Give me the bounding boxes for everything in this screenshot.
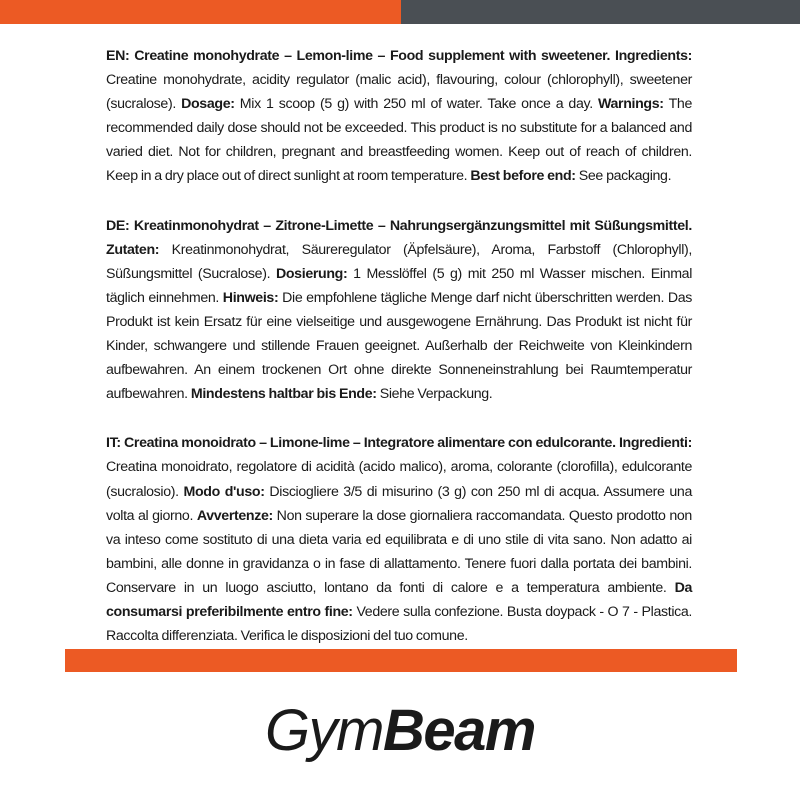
bold-heading-text: Warnings: (597, 96, 664, 113)
bold-heading-text: DE: Kreatinmonohydrat – Zitrone-Limette – Nahrungsergänzungsmittel mit Süßungsmittel. Zutaten: (106, 217, 692, 258)
body-text: Non superare la dose giornaliera raccomandata. Questo prodotto non va inteso come sostituto di una dieta varia ed equilibrata e di uno stile di vita sano. Non adatto ai bambini, alle donne in gravidanza o in fase di allattamento. Tenere fuori dalla portata dei bambini. Conservare in un luogo asciutto, lontano da fonti di calore e a temperatura ambiente. (106, 507, 692, 596)
body-text: 1 Messlöffel (5 g) mit 250 ml Wasser mischen. Einmal täglich einnehmen. (106, 265, 692, 306)
top-bar-orange-segment (0, 0, 401, 24)
bold-heading-text: Dosierung: (275, 265, 348, 282)
bold-heading-text: Modo d'uso: (183, 483, 265, 500)
body-text: Disciogliere 3/5 di misurino (3 g) con 250 ml di acqua. Assumere una volta al giorno. (106, 483, 692, 524)
body-text: Creatine monohydrate, acidity regulator (malic acid), flavouring, colour (chlorophyll), sweetener (sucralose). (106, 72, 692, 113)
top-bar-gray-segment (401, 0, 800, 24)
logo-gym-text: Gym (265, 698, 383, 763)
body-text: The recommended daily dose should not be exceeded. This product is no substitute for a balanced and varied diet. Not for children, pregnant and breastfeeding women. Keep out of reach of children. Keep in a dry place out of direct sunlight at room temperature. (106, 96, 692, 185)
gymbeam-logo (0, 696, 800, 766)
body-text: Creatina monoidrato, regolatore di acidità (acido malico), aroma, colorante (clorofilla), edulcorante (sucralosio). (106, 459, 692, 500)
label-text-block (106, 44, 692, 673)
paragraph-it (106, 431, 692, 648)
bold-heading-text: IT: Creatina monoidrato – Limone-lime – Integratore alimentare con edulcorante. Ingredienti: (106, 435, 692, 452)
bold-heading-text: Dosage: (181, 96, 235, 113)
paragraph-de (106, 214, 692, 407)
bottom-accent-bar (65, 649, 737, 672)
bold-heading-text: Hinweis: (222, 289, 279, 306)
paragraph-en (106, 44, 692, 189)
body-text: Die empfohlene tägliche Menge darf nicht überschritten werden. Das Produkt ist kein Ersatz für eine vielseitige und ausgewogene Ernährung. Das Produkt ist nicht für Kinder, schwangere und stillende Frauen geeignet. Außerhalb der Reichweite von Kleinkindern aufbewahren. An einem trockenen Ort ohne direkte Sonneneinstrahlung bei Raumtemperatur aufbewahren. (106, 289, 693, 403)
top-color-bar (0, 0, 800, 24)
bold-heading-text: Da consumarsi preferibilmente entro fine: (106, 579, 692, 620)
body-text: Kreatinmonohydrat, Säureregulator (Äpfelsäure), Aroma, Farbstoff (Chlorophyll), Süßungsmittel (Sucralose). (106, 241, 692, 282)
bold-heading-text: Best before end: (470, 168, 576, 185)
body-text: See packaging. (575, 168, 672, 185)
bold-heading-text: EN: Creatine monohydrate – Lemon-lime – Food supplement with sweetener. Ingredients: (106, 48, 692, 64)
body-text: Vedere sulla confezione. Busta doypack - O 7 - Plastica. Raccolta differenziata. Verifica le disposizioni del tuo comune. (106, 603, 693, 645)
logo-beam-text: Beam (382, 698, 535, 763)
body-text: Siehe Verpackung. (376, 386, 493, 403)
bold-heading-text: Avvertenze: (196, 507, 273, 524)
bold-heading-text: Mindestens haltbar bis Ende: (190, 386, 377, 403)
body-text: Mix 1 scoop (5 g) with 250 ml of water. Take once a day. (234, 96, 598, 113)
